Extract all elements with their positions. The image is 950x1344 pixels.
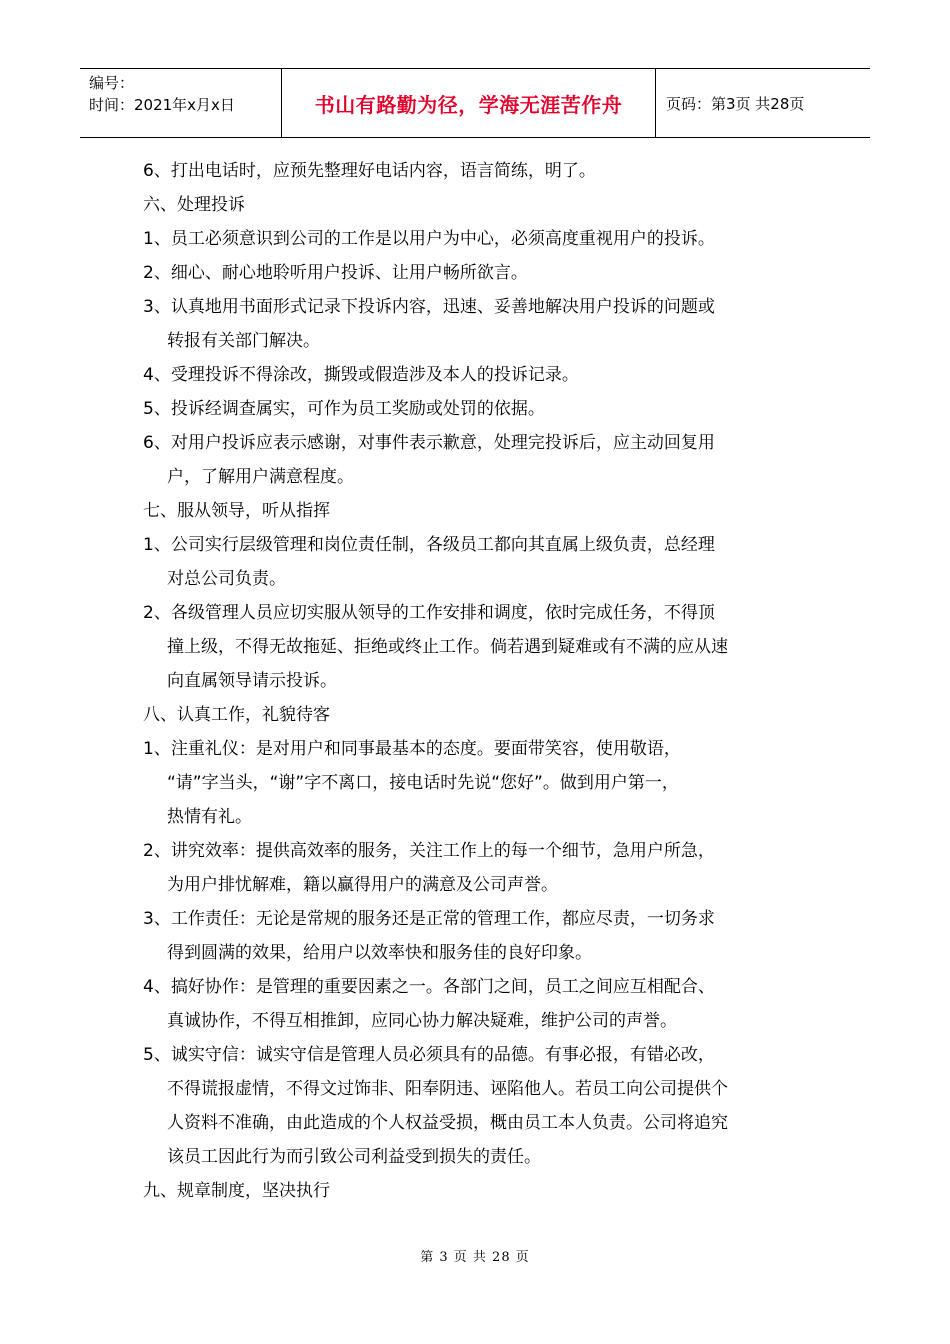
section-heading: 七、服从领导，听从指挥 — [143, 501, 330, 521]
page-header — [80, 68, 870, 138]
list-item: 5、投诉经调查属实，可作为员工奖励或处罚的依据。 — [143, 399, 545, 419]
paragraph-continuation: 为用户排忧解难，籍以赢得用户的满意及公司声誉。 — [167, 875, 558, 895]
paragraph-continuation: 得到圆满的效果，给用户以效率快和服务佳的良好印象。 — [167, 943, 592, 963]
list-item: 6、打出电话时，应预先整理好电话内容，语言简练，明了。 — [143, 161, 596, 181]
list-item: 2、讲究效率：提供高效率的服务，关注工作上的每一个细节，急用户所急， — [143, 841, 715, 861]
list-item: 3、工作责任：无论是常规的服务还是正常的管理工作，都应尽责，一切务求 — [143, 909, 715, 929]
list-item: 2、各级管理人员应切实服从领导的工作安排和调度，依时完成任务，不得顶 — [143, 603, 715, 623]
list-item: 1、注重礼仪：是对用户和同事最基本的态度。要面带笑容，使用敬语， — [143, 739, 681, 759]
number-label: 编号： — [89, 74, 135, 92]
list-item: 2、细心、耐心地聆听用户投诉、让用户畅所欲言。 — [143, 263, 528, 283]
section-heading: 九、规章制度，坚决执行 — [143, 1181, 330, 1201]
list-item: 1、公司实行层级管理和岗位责任制，各级员工都向其直属上级负责，总经理 — [143, 535, 715, 555]
header-right-cell — [656, 69, 870, 137]
page-footer: 第 3 页 共 28 页 — [420, 1250, 530, 1265]
paragraph-continuation: 不得谎报虚情，不得文过饰非、阳奉阴违、诬陷他人。若员工向公司提供个 — [167, 1079, 728, 1099]
paragraph-continuation: 人资料不准确，由此造成的个人权益受损，概由员工本人负责。公司将追究 — [167, 1113, 728, 1133]
paragraph-continuation: 向直属领导请示投诉。 — [167, 671, 337, 691]
section-heading: 八、认真工作，礼貌待客 — [143, 705, 330, 725]
paragraph-continuation: 撞上级，不得无故拖延、拒绝或终止工作。倘若遇到疑难或有不满的应从速 — [167, 637, 728, 657]
section-heading: 六、处理投诉 — [143, 195, 245, 215]
header-motto: 书山有路勤为径，学海无涯苦作舟 — [314, 92, 623, 117]
document-body — [143, 154, 803, 1208]
paragraph-continuation: 热情有礼。 — [167, 807, 252, 827]
list-item: 3、认真地用书面形式记录下投诉内容，迅速、妥善地解决用户投诉的问题或 — [143, 297, 715, 317]
list-item: 4、搞好协作：是管理的重要因素之一。各部门之间，员工之间应互相配合、 — [143, 977, 715, 997]
list-item: 4、受理投诉不得涂改，撕毁或假造涉及本人的投诉记录。 — [143, 365, 579, 385]
list-item: 5、诚实守信：诚实守信是管理人员必须具有的品德。有事必报，有错必改， — [143, 1045, 715, 1065]
paragraph-continuation: “请”字当头，“谢”字不离口，接电话时先说“您好”。做到用户第一， — [167, 773, 679, 793]
paragraph-continuation: 对总公司负责。 — [167, 569, 286, 589]
list-item: 1、员工必须意识到公司的工作是以用户为中心，必须高度重视用户的投诉。 — [143, 229, 715, 249]
header-left-cell — [80, 69, 282, 137]
paragraph-continuation: 真诚协作，不得互相推卸，应同心协力解决疑难，维护公司的声誉。 — [167, 1011, 677, 1031]
paragraph-continuation: 户，了解用户满意程度。 — [167, 467, 354, 487]
header-middle-cell — [282, 69, 656, 137]
date-label: 时间：2021年x月x日 — [89, 96, 235, 114]
list-item: 6、对用户投诉应表示感谢，对事件表示歉意，处理完投诉后，应主动回复用 — [143, 433, 715, 453]
paragraph-continuation: 该员工因此行为而引致公司利益受到损失的责任。 — [167, 1147, 541, 1167]
header-page-info: 页码：第3页 共28页 — [666, 94, 805, 113]
paragraph-continuation: 转报有关部门解决。 — [167, 331, 320, 351]
